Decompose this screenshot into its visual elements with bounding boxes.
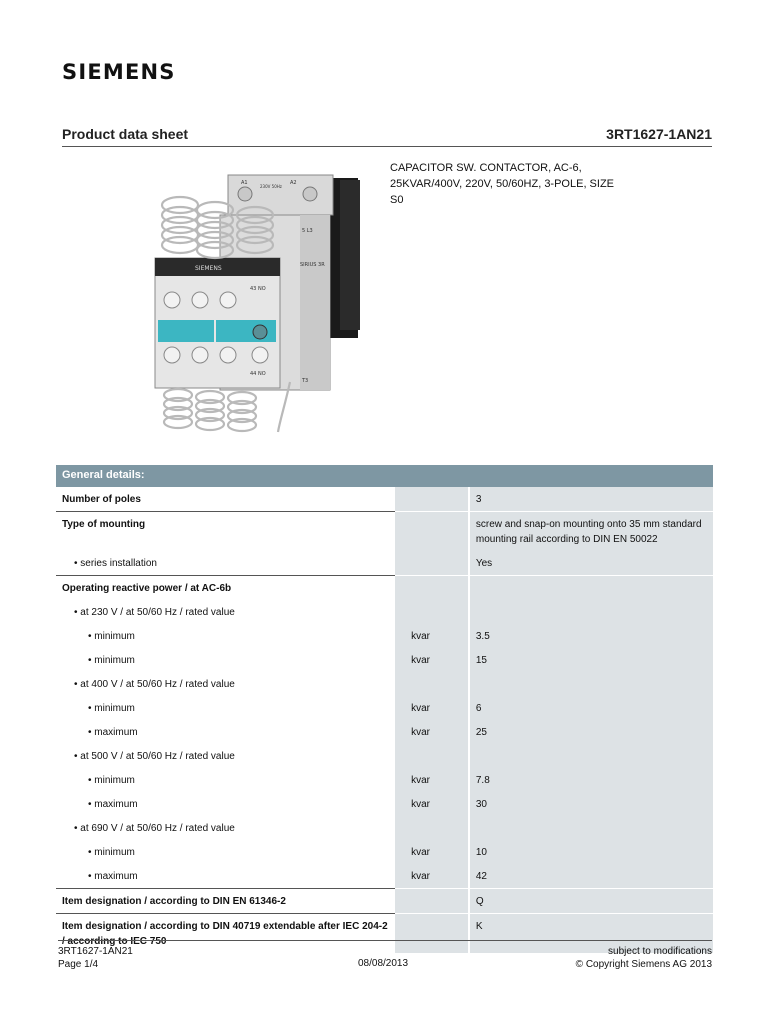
row-label: • minimum xyxy=(88,655,135,666)
page-footer xyxy=(58,940,712,971)
row-label: • at 230 V / at 50/60 Hz / rated value xyxy=(74,607,235,618)
row-unit: kvar xyxy=(395,768,469,792)
row-unit: kvar xyxy=(395,624,469,648)
table-row xyxy=(56,744,713,768)
row-label: • minimum xyxy=(88,703,135,714)
row-value: 6 xyxy=(469,696,713,720)
row-unit xyxy=(395,889,469,914)
label-l3: 5 L3 xyxy=(302,228,313,234)
table-row xyxy=(56,648,713,672)
row-unit: kvar xyxy=(395,792,469,816)
table-row xyxy=(56,624,713,648)
row-label: Operating reactive power / at AC-6b xyxy=(56,576,395,601)
table-row xyxy=(56,792,713,816)
page-title: Product data sheet xyxy=(62,126,189,142)
table-row xyxy=(56,551,713,576)
table-row xyxy=(56,576,713,601)
label-a1: A1 xyxy=(241,180,248,186)
footer-page-number: Page 1/4 xyxy=(58,959,99,970)
label-43no: 43 NO xyxy=(250,286,266,292)
label-nameplate: 230V 50Hz xyxy=(260,184,282,189)
label-t3: T3 xyxy=(302,378,309,384)
section-title: General details: xyxy=(56,465,713,487)
row-value: Yes xyxy=(469,551,713,576)
row-unit xyxy=(395,551,469,576)
label-a2: A2 xyxy=(290,180,297,186)
row-label: • minimum xyxy=(88,775,135,786)
section-header xyxy=(56,465,713,487)
row-value: screw and snap-on mounting onto 35 mm standard mounting rail according to DIN EN 50022 xyxy=(469,512,713,552)
siemens-logo: SIEMENS xyxy=(62,60,176,84)
table-row xyxy=(56,672,713,696)
row-value: 7.8 xyxy=(469,768,713,792)
row-value: 25 xyxy=(469,720,713,744)
product-code: 3RT1627-1AN21 xyxy=(606,126,712,142)
row-label: • minimum xyxy=(88,631,135,642)
row-unit xyxy=(395,512,469,552)
footer-copyright: © Copyright Siemens AG 2013 xyxy=(575,959,712,970)
footer-right xyxy=(576,945,712,971)
row-unit: kvar xyxy=(395,696,469,720)
row-value xyxy=(469,576,713,601)
row-value: 42 xyxy=(469,864,713,889)
row-label: Type of mounting xyxy=(56,512,395,552)
row-value: 3 xyxy=(469,487,713,512)
table-row xyxy=(56,696,713,720)
spec-table xyxy=(56,465,713,953)
row-value: 15 xyxy=(469,648,713,672)
table-row xyxy=(56,768,713,792)
row-label: Item designation / according to DIN EN 61346-2 xyxy=(56,889,395,914)
row-unit xyxy=(395,672,469,696)
row-value: K xyxy=(469,914,713,954)
row-unit xyxy=(395,816,469,840)
footer-date: 08/08/2013 xyxy=(358,958,409,969)
footer-left xyxy=(58,945,133,971)
row-value xyxy=(469,600,713,624)
row-unit: kvar xyxy=(395,648,469,672)
table-row xyxy=(56,600,713,624)
row-value: 10 xyxy=(469,840,713,864)
row-unit: kvar xyxy=(395,840,469,864)
sheet-header xyxy=(62,126,712,147)
table-row xyxy=(56,487,713,512)
label-44no: 44 NO xyxy=(250,371,266,377)
row-unit xyxy=(395,744,469,768)
row-unit: kvar xyxy=(395,864,469,889)
row-value: Q xyxy=(469,889,713,914)
row-label: • at 690 V / at 50/60 Hz / rated value xyxy=(74,823,235,834)
table-row xyxy=(56,864,713,889)
product-description: CAPACITOR SW. CONTACTOR, AC-6, 25KVAR/400V, 220V, 50/60HZ, 3-POLE, SIZE S0 xyxy=(390,162,615,206)
footer-product-code: 3RT1627-1AN21 xyxy=(58,946,133,957)
row-label: • maximum xyxy=(88,727,138,738)
row-label: • at 400 V / at 50/60 Hz / rated value xyxy=(74,679,235,690)
table-row xyxy=(56,512,713,552)
table-row xyxy=(56,889,713,914)
row-value: 30 xyxy=(469,792,713,816)
row-label: • maximum xyxy=(88,799,138,810)
row-label: Item designation / according to DIN 40719 extendable after IEC 204-2 / according to IEC 750 xyxy=(56,914,395,954)
table-row xyxy=(56,840,713,864)
row-label: • maximum xyxy=(88,871,138,882)
label-sirius: SIRIUS 3R xyxy=(300,262,325,268)
product-image xyxy=(150,170,380,440)
row-unit xyxy=(395,487,469,512)
table-row xyxy=(56,816,713,840)
row-label: Number of poles xyxy=(62,494,141,505)
row-value xyxy=(469,744,713,768)
row-value xyxy=(469,672,713,696)
footer-notice: subject to modifications xyxy=(608,946,712,957)
row-value: 3.5 xyxy=(469,624,713,648)
row-label: • minimum xyxy=(88,847,135,858)
label-siemens: SIEMENS xyxy=(195,265,222,272)
row-value xyxy=(469,816,713,840)
row-label: • at 500 V / at 50/60 Hz / rated value xyxy=(74,751,235,762)
row-unit xyxy=(395,576,469,601)
row-label: • series installation xyxy=(74,558,157,569)
row-unit: kvar xyxy=(395,720,469,744)
table-row xyxy=(56,720,713,744)
row-unit xyxy=(395,600,469,624)
